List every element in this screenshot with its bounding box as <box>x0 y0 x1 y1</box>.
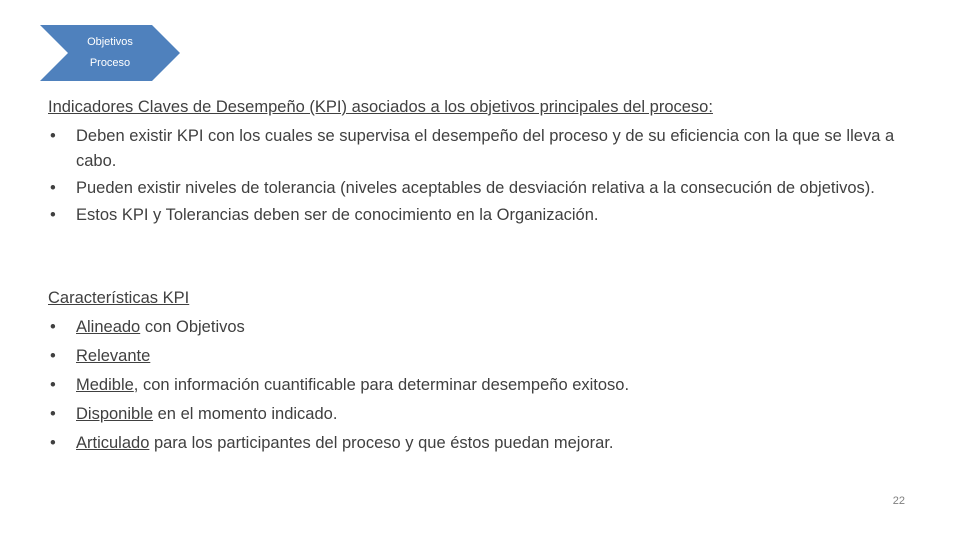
bullet-icon: • <box>50 434 56 452</box>
bullet-text: Pueden existir niveles de tolerancia (niveles aceptables de desviación relativa a la consecución de objetivos). <box>76 179 875 197</box>
bullet-icon: • <box>50 318 56 336</box>
list-item <box>48 124 908 174</box>
bullet-icon: • <box>50 127 56 145</box>
list-item <box>48 176 908 201</box>
kpi-section <box>48 93 908 230</box>
tag-line-2: Proceso <box>89 57 131 69</box>
bullet-text: Estos KPI y Tolerancias deben ser de conocimiento en la Organización. <box>76 206 599 224</box>
tag-line-1: Objetivos <box>87 36 133 48</box>
list-item <box>48 342 908 371</box>
characteristic-description: en el momento indicado. <box>153 405 338 423</box>
list-item <box>48 400 908 429</box>
characteristic-term: Alineado <box>76 318 141 336</box>
list-item <box>48 203 908 228</box>
bullet-icon: • <box>50 206 56 224</box>
characteristic-term: Relevante <box>76 347 151 365</box>
kpi-heading: Indicadores Claves de Desempeño (KPI) asociados a los objetivos principales del proceso: <box>48 98 713 116</box>
page-number: 22 <box>892 495 905 507</box>
tag-label <box>68 32 152 74</box>
bullet-icon: • <box>50 347 56 365</box>
characteristic-term: Disponible <box>76 405 154 423</box>
characteristic-term: Medible <box>76 376 134 394</box>
characteristic-description: , con información cuantificable para determinar desempeño exitoso. <box>133 376 630 394</box>
characteristic-term: Articulado <box>76 434 150 452</box>
kpi-characteristics-section <box>48 284 908 458</box>
characteristics-heading: Características KPI <box>48 289 190 307</box>
objetivos-proceso-tag <box>40 25 180 81</box>
bullet-icon: • <box>50 405 56 423</box>
list-item <box>48 371 908 400</box>
bullet-icon: • <box>50 376 56 394</box>
bullet-icon: • <box>50 179 56 197</box>
bullet-text: Deben existir KPI con los cuales se supervisa el desempeño del proceso y de su eficiencia con la que se lleva a cabo. <box>76 127 895 170</box>
list-item <box>48 429 908 458</box>
kpi-bullet-list <box>48 124 908 228</box>
characteristic-description: para los participantes del proceso y que éstos puedan mejorar. <box>149 434 614 452</box>
characteristics-list <box>48 313 908 458</box>
list-item <box>48 313 908 342</box>
characteristic-description: con Objetivos <box>140 318 245 336</box>
